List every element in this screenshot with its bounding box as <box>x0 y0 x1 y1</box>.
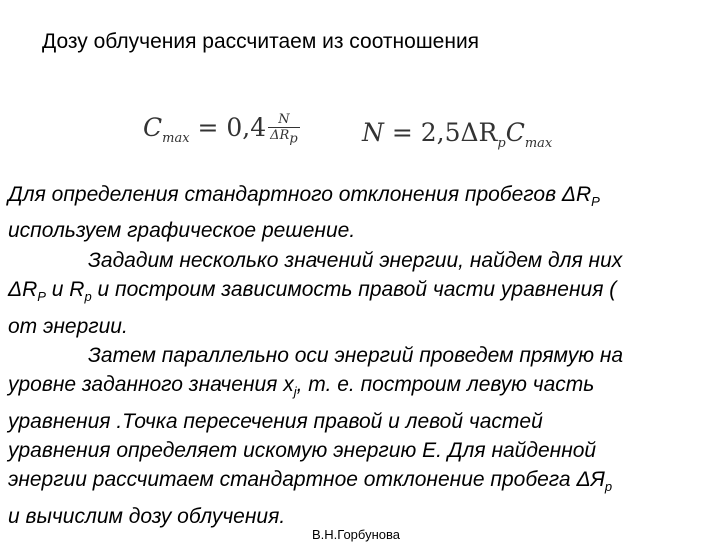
dose-formula <box>143 112 300 147</box>
fraction-numerator: N <box>268 112 300 128</box>
text-line: от энергии. <box>8 314 128 338</box>
text-line: $\Delta R_P$ и $R_p$ и построим зависимость правой части уравнения ( <box>8 278 617 305</box>
body-paragraph <box>8 180 714 531</box>
author-footer: В.Н.Горбунова <box>312 527 400 542</box>
text-line: используем графическое решение. <box>8 219 356 243</box>
text-line: энергии рассчитаем стандартное отклонение пробега $\Delta Я_p$ <box>8 468 613 495</box>
text-line: уравнения определяет искомую энергию E. Для найденной <box>8 438 597 462</box>
text-line: и вычислим дозу облучения. <box>8 504 286 528</box>
n-formula: $N = 2,5\Delta R_pC_{max}$ <box>362 118 553 151</box>
text-line: уравнения .Точка пересечения правой и левой частей <box>8 409 543 433</box>
formula-c-sub: max <box>162 130 190 146</box>
fraction-denominator: $\Delta R_p$ <box>270 128 298 147</box>
formula-eq: = 2,5ΔR <box>383 118 498 147</box>
text-line: Зададим несколько значений энергии, найдем для них <box>88 248 623 272</box>
text-line: Затем параллельно оси энергий проведем прямую на <box>88 343 624 367</box>
formula-fraction <box>268 112 300 147</box>
text-line: уровне заданного значения $x_j$, т. е. построим левую часть <box>8 373 595 400</box>
formula-n: N <box>362 118 384 147</box>
formula-eq: = 0,4 <box>189 112 267 142</box>
slide-heading: Дозу облучения рассчитаем из соотношения <box>42 30 480 53</box>
text-line: Для определения стандартного отклонения пробегов $\Delta R_P$ <box>8 183 600 210</box>
formula-c: C <box>143 112 163 142</box>
